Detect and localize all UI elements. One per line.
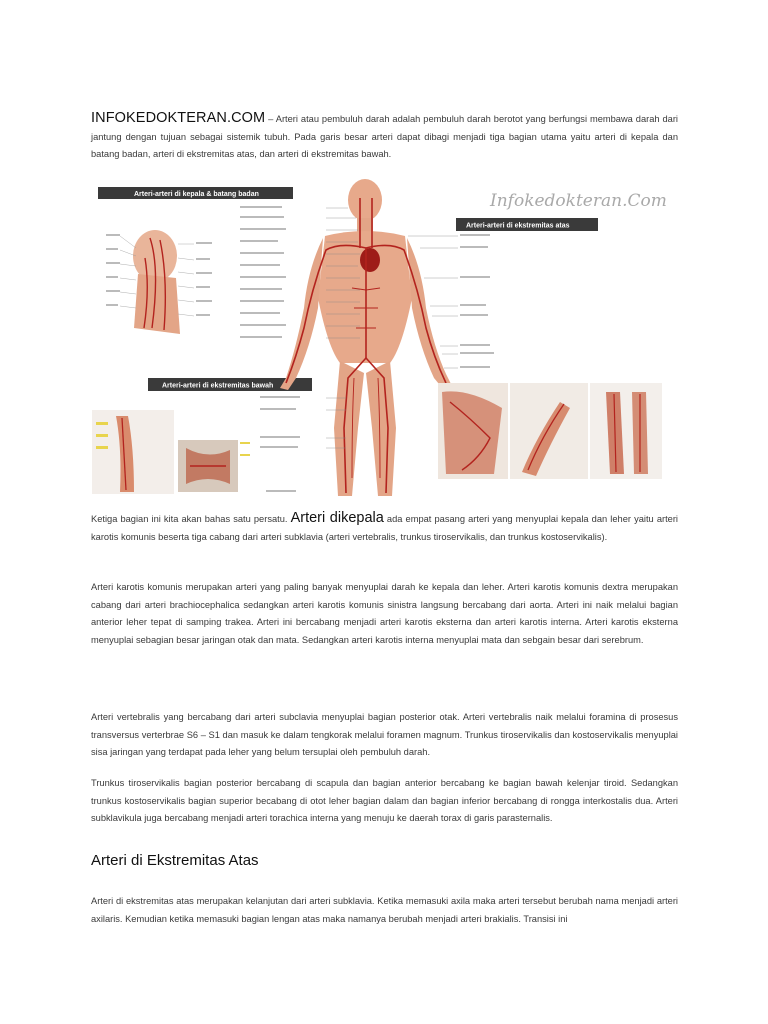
paragraph-carotid: Arteri karotis komunis merupakan arteri yang paling banyak menyuplai darah ke kepala dan leher. Arteri karotis komunis dextra merupakan cabang dari arteri brachiocephalica sedangkan arteri karotis komunis sinistra langsung bercabang dari aorta. Arteri ini naik melalui bagian anterior leher tepat di samping trakea. Arteri ini bercabang menjadi arteri karotis eksterna dan arteri karotis interna. Arteri karotis eksterna menyuplai sebagian besar jaringan otak dan mata. Sedangkan arteri karotis interna menyuplai mata dan sebgain besar dari serebrum. (91, 582, 678, 645)
head-arteries-title: Arteri dikepala (290, 510, 384, 526)
p1-after-text: ada empat pasang arteri yang menyuplai kepala dan leher yaitu arteri karotis komunis beserta tiga cabang dari arteri subklavia (arteri vertebralis, trunkus tiroservikalis, dan trunkus kostoservikalis). (91, 514, 678, 542)
lower-limb-insets (92, 410, 250, 494)
intro-paragraph (91, 110, 678, 164)
svg-text:Arteri-arteri di ekstremitas a: Arteri-arteri di ekstremitas atas (466, 222, 570, 230)
arteries-anatomy-figure (90, 178, 666, 508)
upper-limb-insets (438, 383, 662, 479)
p1-before-text: Ketiga bagian ini kita akan bahas satu persatu. (91, 514, 291, 524)
paragraph-upper-limb: Arteri di ekstremitas atas merupakan kelanjutan dari arteri subklavia. Ketika memasuki axila maka arteri tersebut berubah nama menjadi arteri axilaris. Kemudian ketika memasuki bagian lengan atas maka namanya berubah menjadi arteri brakialis. Transisi ini (91, 896, 678, 924)
section-heading-upper-limb: Arteri di Ekstremitas Atas (91, 852, 259, 869)
watermark: Infokedokteran.Com (490, 191, 666, 211)
paragraph-vertebral: Arteri vertebralis yang bercabang dari arteri subclavia menyuplai bagian posterior otak. Arteri vertebralis naik melalui foramina di prosesus transversus verterbrae S6 – S1 dan masuk ke dalam tengkorak melalui foramen magnum. Trunkus tiroservikalis dan kostoservikalis menyuplai sisa jaringan yang terdapat pada leher yang belum tersuplai oleh pembuluh darah. (91, 712, 678, 757)
label-head-trunk (98, 187, 293, 199)
svg-text:Arteri-arteri di kepala & bata: Arteri-arteri di kepala & batang badan (134, 191, 259, 198)
site-brand: INFOKEDOKTERAN.COM (91, 110, 266, 126)
paragraph-thyrocervical: Trunkus tiroservikalis bagian posterior bercabang di scapula dan bagian anterior bercabang ke bagian bawah kelenjar tiroid. Sedangkan trunkus kostoservikalis bagian superior becabang di otot leher bagian dalam dan bagian inferior bercabang di rongga interkostalis dua. Arteri subklavikula juga bercabang menjadi arteri torachica interna yang menuju ke daerah torax di garis parasternalis. (91, 778, 678, 823)
head-neck-inset (106, 230, 212, 334)
svg-text:Arteri-arteri di ekstremitas b: Arteri-arteri di ekstremitas bawah (162, 382, 274, 390)
paragraph-head-arteries (91, 510, 678, 546)
anatomy-illustration (90, 178, 666, 508)
intro-text: – Arteri atau pembuluh darah adalah pembuluh darah berotot yang berfungsi membawa darah dari jantung dengan tujuan sebagai sistemik tubuh. Pada garis besar arteri dapat dibagi menjadi tiga bagian utama yaitu arteri di kepala dan batang badan, arteri di ekstremitas atas, dan arteri di ekstremitas bawah. (91, 114, 678, 159)
label-upper-limb (456, 218, 598, 231)
